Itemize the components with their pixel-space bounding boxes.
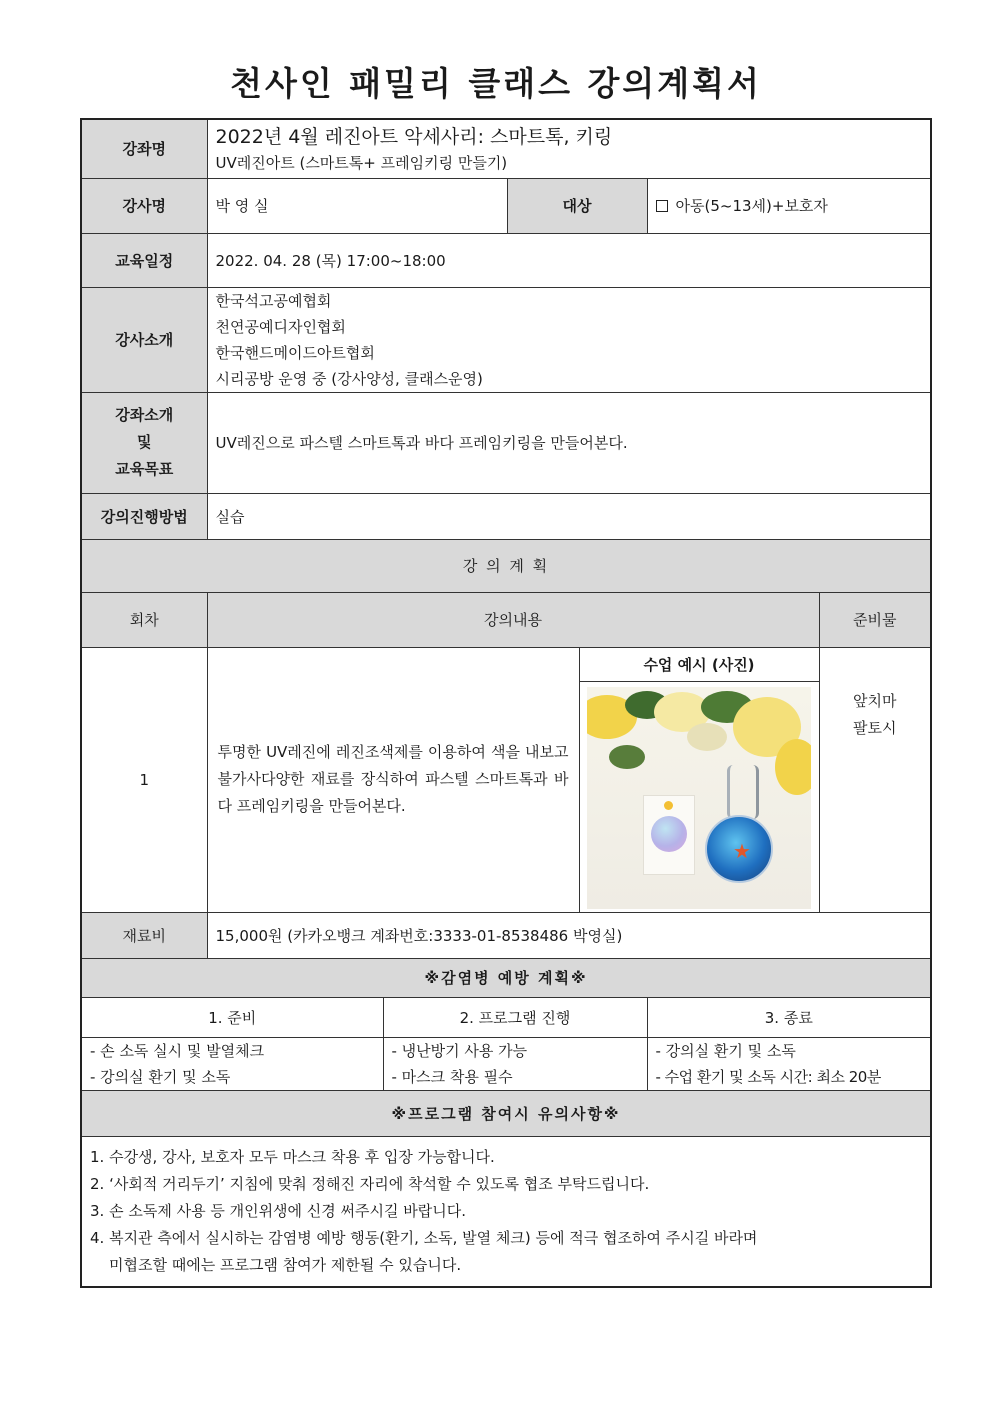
supplies-item: 앞치마: [853, 691, 897, 710]
course-intro-row: [81, 392, 931, 493]
class-example-photo: [587, 687, 811, 909]
notice-item: 2. ‘사회적 거리두기’ 지침에 맞춰 정해진 자리에 착석할 수 있도록 협조 부탁드립니다.: [90, 1174, 650, 1193]
lecture-plan-table: [80, 118, 932, 1288]
instructor-intro-label: 강사소개: [81, 287, 207, 392]
prevention-section-row: [81, 958, 931, 997]
prevention-header-row: [81, 997, 931, 1037]
course-name-title: 2022년 4월 레진아트 악세사리: 스마트톡, 키링: [215, 125, 613, 148]
notice-row: [81, 1136, 931, 1287]
method-value: 실습: [207, 493, 931, 539]
plan-header-row: [81, 592, 931, 647]
course-intro-label-line: 및: [137, 433, 152, 451]
course-name-row: [81, 119, 931, 178]
course-intro-label-line: 강좌소개: [115, 406, 174, 424]
notice-item: 4. 복지관 측에서 실시하는 감염병 예방 행동(환기, 소독, 발열 체크) 등에 적극 협조하여 주시길 바라며: [90, 1228, 758, 1247]
prevention-item: - 강의실 환기 및 소독: [90, 1067, 231, 1086]
frame-keyring: [705, 815, 773, 883]
photo-cell: [579, 647, 819, 912]
course-intro-label-line: 교육목표: [115, 460, 174, 478]
method-label: 강의진행방법: [81, 493, 207, 539]
prevention-item: - 냉난방기 사용 가능: [391, 1041, 528, 1060]
course-name-label: 강좌명: [81, 119, 207, 178]
prevention-detail-row: [81, 1037, 931, 1090]
plan-section-row: [81, 539, 931, 592]
instructor-intro-item: 한국핸드메이드아트협회: [215, 343, 375, 362]
instructor-intro-list: [207, 287, 931, 392]
prevention-step-1: 1. 준비: [81, 997, 383, 1037]
course-name-subtitle: UV레진아트 (스마트톡+ 프레임키링 만들기): [215, 153, 508, 172]
prevention-item: - 강의실 환기 및 소독: [655, 1041, 796, 1060]
plan-content: 투명한 UV레진에 레진조색제를 이용하여 색을 내보고 불가사다양한 재료를 장식하여 파스텔 스마트톡과 바다 프레임키링을 만들어본다.: [207, 647, 579, 912]
smart-tok-card: [643, 795, 695, 875]
prevention-step-2: 2. 프로그램 진행: [383, 997, 647, 1037]
prevention-item: - 손 소독 실시 및 발열체크: [90, 1041, 265, 1060]
notice-item: 3. 손 소독제 사용 등 개인위생에 신경 써주시길 바랍니다.: [90, 1201, 467, 1220]
photo-inner: [580, 648, 819, 912]
prevention-item: - 마스크 착용 필수: [391, 1067, 513, 1086]
instructor-intro-row: [81, 287, 931, 392]
prevention-detail-2: [383, 1037, 647, 1090]
instructor-row: [81, 178, 931, 233]
fee-value: 15,000원 (카카오뱅크 계좌번호:3333-01-8538486 박영실): [207, 912, 931, 958]
prevention-detail-1: [81, 1037, 383, 1090]
notice-item: 1. 수강생, 강사, 보호자 모두 마스크 착용 후 입장 가능합니다.: [90, 1147, 495, 1166]
supplies-cell: [819, 647, 931, 912]
fee-label: 재료비: [81, 912, 207, 958]
plan-row: [81, 647, 931, 912]
course-intro-label: [81, 392, 207, 493]
prevention-section-header: ※감염병 예방 계획※: [81, 958, 931, 997]
notice-section-header: ※프로그램 참여시 유의사항※: [81, 1090, 931, 1136]
plan-section-header: 강 의 계 획: [81, 539, 931, 592]
content-header: 강의내용: [207, 592, 819, 647]
schedule-value: 2022. 04. 28 (목) 17:00~18:00: [207, 233, 931, 287]
fee-row: [81, 912, 931, 958]
target-label: 대상: [507, 178, 647, 233]
photo-caption: 수업 예시 (사진): [580, 648, 819, 682]
target-cell: [647, 178, 931, 233]
session-number: 1: [81, 647, 207, 912]
instructor-label: 강사명: [81, 178, 207, 233]
supplies-header: 준비물: [819, 592, 931, 647]
keyring-chain: [727, 765, 759, 819]
schedule-label: 교육일정: [81, 233, 207, 287]
course-intro-value: UV레진으로 파스텔 스마트톡과 바다 프레임키링을 만들어본다.: [207, 392, 931, 493]
schedule-row: [81, 233, 931, 287]
session-header: 회차: [81, 592, 207, 647]
target-value: 아동(5~13세)+보호자: [675, 197, 828, 215]
flower-bouquet-icon: [587, 687, 811, 797]
starfish-icon: ★: [733, 838, 751, 863]
instructor-intro-item: 천연공예디자인협회: [215, 317, 346, 336]
prevention-detail-3: [647, 1037, 931, 1090]
supplies-item: 팔토시: [853, 718, 897, 737]
instructor-name: 박 영 실: [207, 178, 507, 233]
prevention-item: - 수업 환기 및 소독 시간: 최소 20분: [655, 1067, 881, 1086]
document-title: 천사인 패밀리 클래스 강의계획서: [230, 64, 762, 103]
prevention-step-3: 3. 종료: [647, 997, 931, 1037]
notice-list: [81, 1136, 931, 1287]
notice-item: 미협조할 때에는 프로그램 참여가 제한될 수 있습니다.: [109, 1255, 462, 1274]
checkbox-icon: [656, 200, 668, 212]
instructor-intro-item: 한국석고공예협회: [215, 291, 332, 310]
notice-section-row: [81, 1090, 931, 1136]
method-row: [81, 493, 931, 539]
instructor-intro-item: 시리공방 운영 중 (강사양성, 클래스운영): [215, 369, 483, 388]
